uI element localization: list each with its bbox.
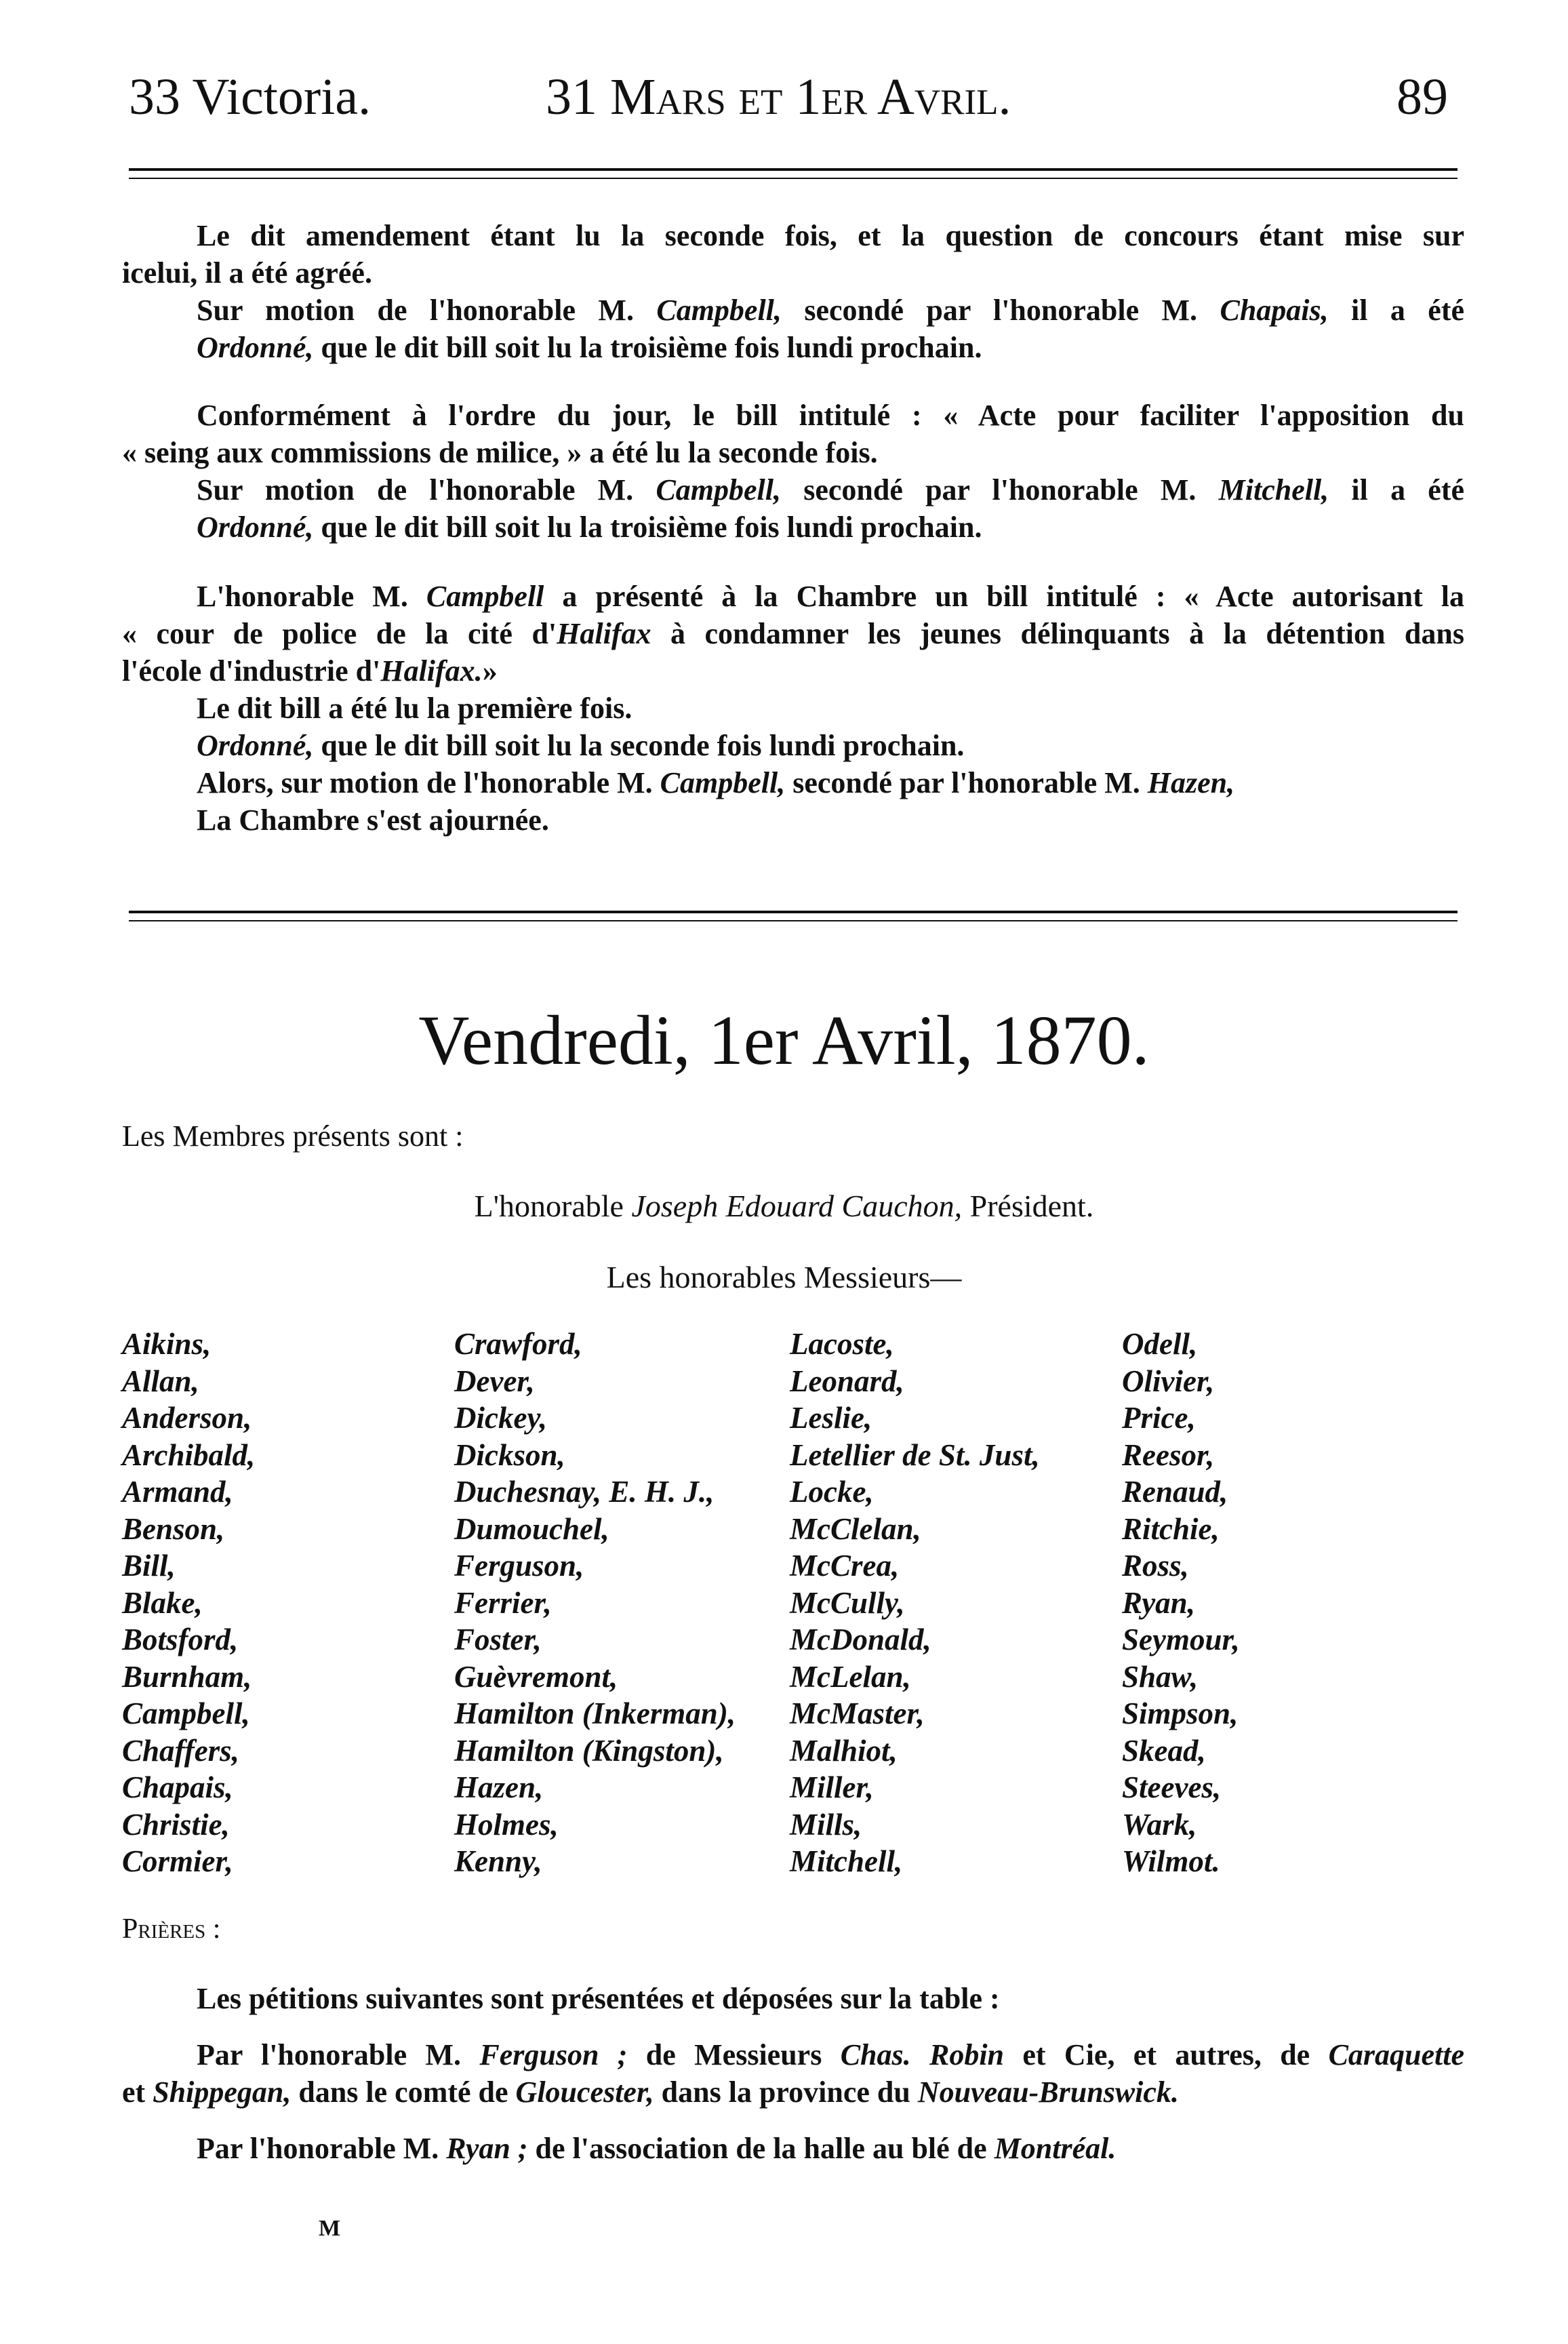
member-name: Allan, [122, 1364, 199, 1398]
member-name: Mitchell, [790, 1844, 903, 1878]
text-line: Le dit bill a été lu la première fois. [197, 692, 632, 725]
member-name: Kenny, [454, 1844, 542, 1878]
member-name: Hazen, [454, 1770, 544, 1804]
member-name: Odell, [1122, 1327, 1198, 1361]
place-name: Shippegan, [153, 2075, 292, 2109]
member-name: Chapais, [122, 1770, 233, 1804]
member-name: Archibald, [122, 1437, 256, 1472]
members-column-2 [454, 1326, 736, 1880]
member-name: Foster, [454, 1623, 542, 1656]
text-run: Par l'honorable M. [197, 2038, 480, 2071]
text-line: La Chambre s'est ajournée. [197, 803, 549, 837]
member-name: Dickey, [454, 1401, 547, 1435]
members-intro: Les Membres présents sont : [122, 1119, 464, 1153]
member-name: Steeves, [1122, 1770, 1222, 1804]
place-name: Halifax [557, 617, 651, 650]
text-run: secondé par l'honorable M. [785, 766, 1148, 799]
place-name: Gloucester, [515, 2075, 654, 2109]
member-name: Wark, [1122, 1807, 1197, 1842]
text-run: L'honorable [474, 1189, 632, 1223]
member-name: Wilmot. [1122, 1844, 1220, 1878]
header-volume: 33 Victoria. [129, 68, 371, 125]
text-run: secondé par l'honorable M. [781, 294, 1220, 327]
text-run: il a été [1329, 473, 1464, 506]
member-name: Campbell, [656, 294, 782, 327]
member-name: McCrea, [790, 1549, 900, 1583]
member-name: Bill, [122, 1549, 176, 1583]
member-name: Skead, [1122, 1733, 1206, 1768]
text-run: que le dit bill soit lu la troisième fois lundi prochain. [313, 331, 982, 364]
session-title: Vendredi, 1er Avril, 1870. [418, 1001, 1150, 1079]
text-run: l'école d'industrie d' [122, 654, 381, 688]
members-column-4 [1122, 1326, 1240, 1880]
member-name: Lacoste, [790, 1327, 894, 1361]
member-name: Mitchell, [1218, 473, 1329, 506]
text-line: Conformément à l'ordre du jour, le bill intitulé : « Acte pour faciliter l'apposition du [197, 399, 1464, 432]
text-run: et Cie, et autres, de [1004, 2038, 1329, 2071]
member-name: Hamilton (Kingston), [454, 1733, 724, 1768]
text-run: Président. [962, 1189, 1094, 1223]
member-name: Reesor, [1122, 1437, 1215, 1472]
text-line: Le dit amendement étant lu la seconde fois, et la question de concours étant mise sur [197, 219, 1464, 252]
member-name: Hamilton (Inkerman), [454, 1696, 736, 1730]
member-name: Chaffers, [122, 1733, 239, 1768]
text-line: icelui, il a été agréé. [122, 256, 372, 290]
text-run: de Messieurs [627, 2038, 841, 2071]
member-name: McCully, [790, 1585, 905, 1620]
president-name: Joseph Edouard Cauchon, [631, 1189, 963, 1223]
text-run: que le dit bill soit lu la troisième fois lundi prochain. [313, 511, 982, 544]
member-name: Armand, [122, 1475, 233, 1509]
text-run: Alors, sur motion de l'honorable M. [197, 766, 660, 799]
text-run: secondé par l'honorable M. [781, 473, 1219, 506]
member-name: Christie, [122, 1807, 230, 1842]
member-name: McClelan, [790, 1511, 921, 1546]
member-name: Ferguson, [454, 1549, 584, 1583]
member-name: Dickson, [454, 1437, 565, 1472]
member-name: Dumouchel, [454, 1511, 609, 1546]
members-column-3 [790, 1326, 1040, 1880]
ordonne-word: Ordonné, [197, 511, 314, 544]
text-run: de l'association de la halle au blé de [527, 2132, 994, 2165]
member-name: Hazen, [1147, 766, 1235, 799]
member-name: Leonard, [790, 1364, 904, 1398]
header-page-number: 89 [1396, 68, 1448, 125]
member-name: Olivier, [1122, 1364, 1215, 1398]
member-name: Guèvremont, [454, 1659, 618, 1694]
text-run: » [482, 654, 498, 688]
text-run: à condamner les jeunes délinquants à la détention dans [651, 617, 1464, 650]
firm-name: Chas. Robin [840, 2038, 1005, 2071]
place-name: Halifax. [380, 654, 483, 688]
paragraph-militia-bill [122, 397, 1464, 546]
member-name: Dever, [454, 1364, 535, 1398]
member-name: Miller, [790, 1770, 874, 1804]
paragraph-halifax-bill [122, 578, 1464, 839]
member-name: Aikins, [122, 1327, 212, 1361]
member-name: Renaud, [1122, 1475, 1228, 1509]
section-rule-bottom [129, 920, 1458, 921]
member-name: Letellier de St. Just, [790, 1437, 1040, 1472]
member-name: Burnham, [122, 1659, 252, 1694]
member-name: Ryan, [1122, 1585, 1195, 1620]
member-name: Malhiot, [790, 1733, 898, 1768]
member-name: Seymour, [1122, 1623, 1240, 1656]
text-run: a présenté à la Chambre un bill intitulé : « Acte autorisant la [544, 580, 1464, 613]
text-line: Les pétitions suivantes sont présentées et déposées sur la table : [197, 1982, 1000, 2015]
text-run: Par l'honorable M. [197, 2132, 447, 2165]
text-run: Sur motion de l'honorable M. [197, 473, 656, 506]
member-name: Ferrier, [454, 1585, 552, 1620]
honorables-heading: Les honorables Messieurs— [606, 1260, 962, 1294]
member-name: Campbell, [656, 473, 781, 506]
header-rule-top [129, 168, 1458, 171]
text-run: dans le comté de [291, 2075, 516, 2109]
header-dates: 31 Mars et 1er Avril. [546, 68, 1011, 125]
member-name: Ritchie, [1122, 1511, 1220, 1546]
member-name: Blake, [122, 1585, 203, 1620]
text-run: et [122, 2075, 153, 2109]
member-name: Botsford, [122, 1623, 239, 1656]
president-line [0, 1187, 1568, 1226]
member-name: Crawford, [454, 1327, 582, 1361]
member-name: Ryan ; [446, 2132, 528, 2165]
text-line: « seing aux commissions de milice, » a été lu la seconde fois. [122, 436, 878, 469]
member-name: McDonald, [790, 1623, 931, 1656]
member-name: Chapais, [1220, 294, 1329, 327]
petitions-block [122, 1980, 1464, 2167]
ordonne-word: Ordonné, [197, 331, 314, 364]
member-name: Price, [1122, 1401, 1196, 1435]
text-run: « cour de police de la cité d' [122, 617, 557, 650]
member-name: Campbell [426, 580, 544, 613]
member-name: Ross, [1122, 1549, 1189, 1583]
signature-mark: M [319, 2216, 341, 2241]
member-name: Locke, [790, 1475, 874, 1509]
member-name: Anderson, [122, 1401, 252, 1435]
text-run: dans la province du [654, 2075, 918, 2109]
prayers-heading: Prières : [122, 1913, 221, 1945]
member-name: Shaw, [1122, 1659, 1199, 1694]
member-name: McLelan, [790, 1659, 911, 1694]
member-name: McMaster, [790, 1696, 925, 1730]
place-name: Montréal. [994, 2132, 1117, 2165]
header-rule-bottom [129, 178, 1458, 179]
text-run: Sur motion de l'honorable M. [197, 294, 657, 327]
text-run: que le dit bill soit lu la seconde fois lundi prochain. [313, 729, 965, 762]
place-name: Caraquette [1328, 2038, 1465, 2071]
member-name: Campbell, [660, 766, 786, 799]
paragraph-amendment [122, 217, 1464, 366]
member-name: Cormier, [122, 1844, 233, 1878]
member-name: Simpson, [1122, 1696, 1239, 1730]
text-run: il a été [1328, 294, 1465, 327]
place-name: Nouveau-Brunswick. [917, 2075, 1179, 2109]
ordonne-word: Ordonné, [197, 729, 314, 762]
text-run: L'honorable M. [197, 580, 426, 613]
member-name: Benson, [122, 1511, 225, 1546]
member-name: Holmes, [454, 1807, 559, 1842]
member-name: Mills, [790, 1807, 862, 1842]
member-name: Duchesnay, E. H. J., [454, 1475, 715, 1509]
member-name: Ferguson ; [479, 2038, 628, 2071]
member-name: Leslie, [790, 1401, 872, 1435]
member-name: Campbell, [122, 1696, 250, 1730]
members-column-1 [122, 1326, 255, 1880]
section-rule-top [129, 911, 1458, 913]
